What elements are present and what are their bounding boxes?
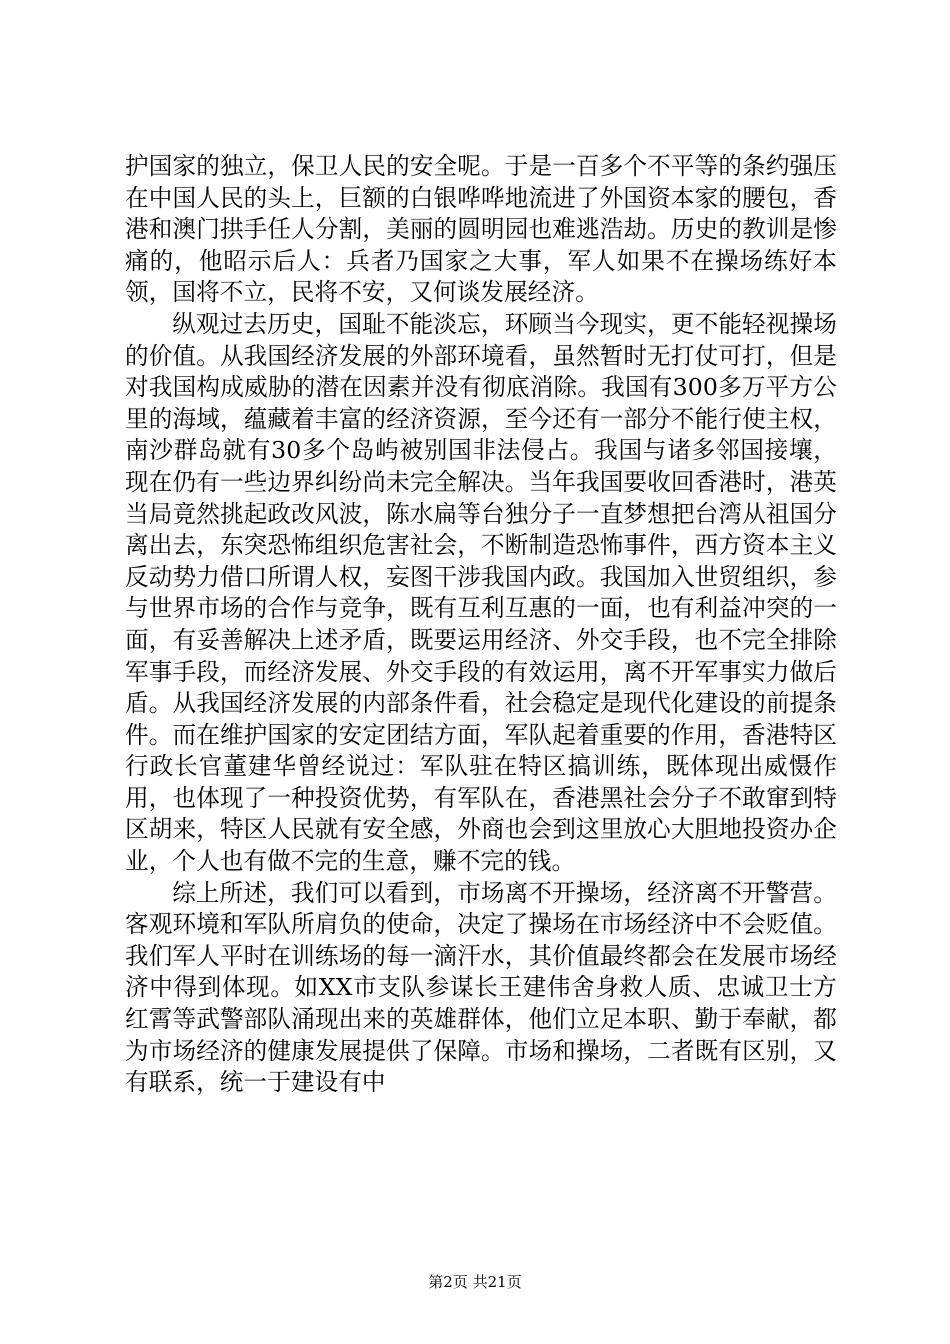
body-text <box>125 151 837 1099</box>
paragraph-3: 综上所述，我们可以看到，市场离不开操场，经济离不开警营。客观环境和军队所肩负的使命，决定了操场在市场经济中不会贬值。我们军人平时在训练场的每一滴汗水，其价值最终都会在发展市场经济中得到体现。如XX市支队参谋长王建伟舍身救人质、忠诚卫士方红霄等武警部队涌现出来的英雄群体，他们立足本职、勤于奉献，都为市场经济的健康发展提供了保障。市场和操场，二者既有区别，又有联系，统一于建设有中 <box>125 878 837 1097</box>
paragraph-1: 护国家的独立，保卫人民的安全呢。于是一百多个不平等的条约强压在中国人民的头上，巨额的白银哗哗地流进了外国资本家的腰包，香港和澳门拱手任人分割，美丽的圆明园也难逃浩劫。历史的教训是惨痛的，他昭示后人：兵者乃国家之大事，军人如果不在操场练好本领，国将不立，民将不安，又何谈发展经济。 <box>125 152 837 307</box>
page-number-label: 第2页 共21页 <box>428 1273 522 1291</box>
page-footer <box>0 1272 950 1292</box>
paragraph-2: 纵观过去历史，国耻不能淡忘，环顾当今现实，更不能轻视操场的价值。从我国经济发展的外部环境看，虽然暂时无打仗可打，但是对我国构成威胁的潜在因素并没有彻底消除。我国有300多万平方公里的海域，蕴藏着丰富的经济资源，至今还有一部分不能行使主权，南沙群岛就有30多个岛屿被别国非法侵占。我国与诸多邻国接壤，现在仍有一些边界纠纷尚未完全解决。当年我国要收回香港时，港英当局竟然挑起政改风波，陈水扁等台独分子一直梦想把台湾从祖国分离出去，东突恐怖组织危害社会，不断制造恐怖事件，西方资本主义反动势力借口所谓人权，妄图干涉我国内政。我国加入世贸组织，参与世界市场的合作与竞争，既有互利互惠的一面，也有利益冲突的一面，有妥善解决上述矛盾，既要运用经济、外交手段，也不完全排除军事手段，而经济发展、外交手段的有效运用，离不开军事实力做后盾。从我国经济发展的内部条件看，社会稳定是现代化建设的前提条件。而在维护国家的安定团结方面，军队起着重要的作用，香港特区行政长官董建华曾经说过：军队驻在特区搞训练，既体现出威慑作用，也体现了一种投资优势，有军队在，香港黑社会分子不敢窜到特区胡来，特区人民就有安全感，外商也会到这里放心大胆地投资办企业，个人也有做不完的生意，赚不完的钱。 <box>125 309 837 876</box>
